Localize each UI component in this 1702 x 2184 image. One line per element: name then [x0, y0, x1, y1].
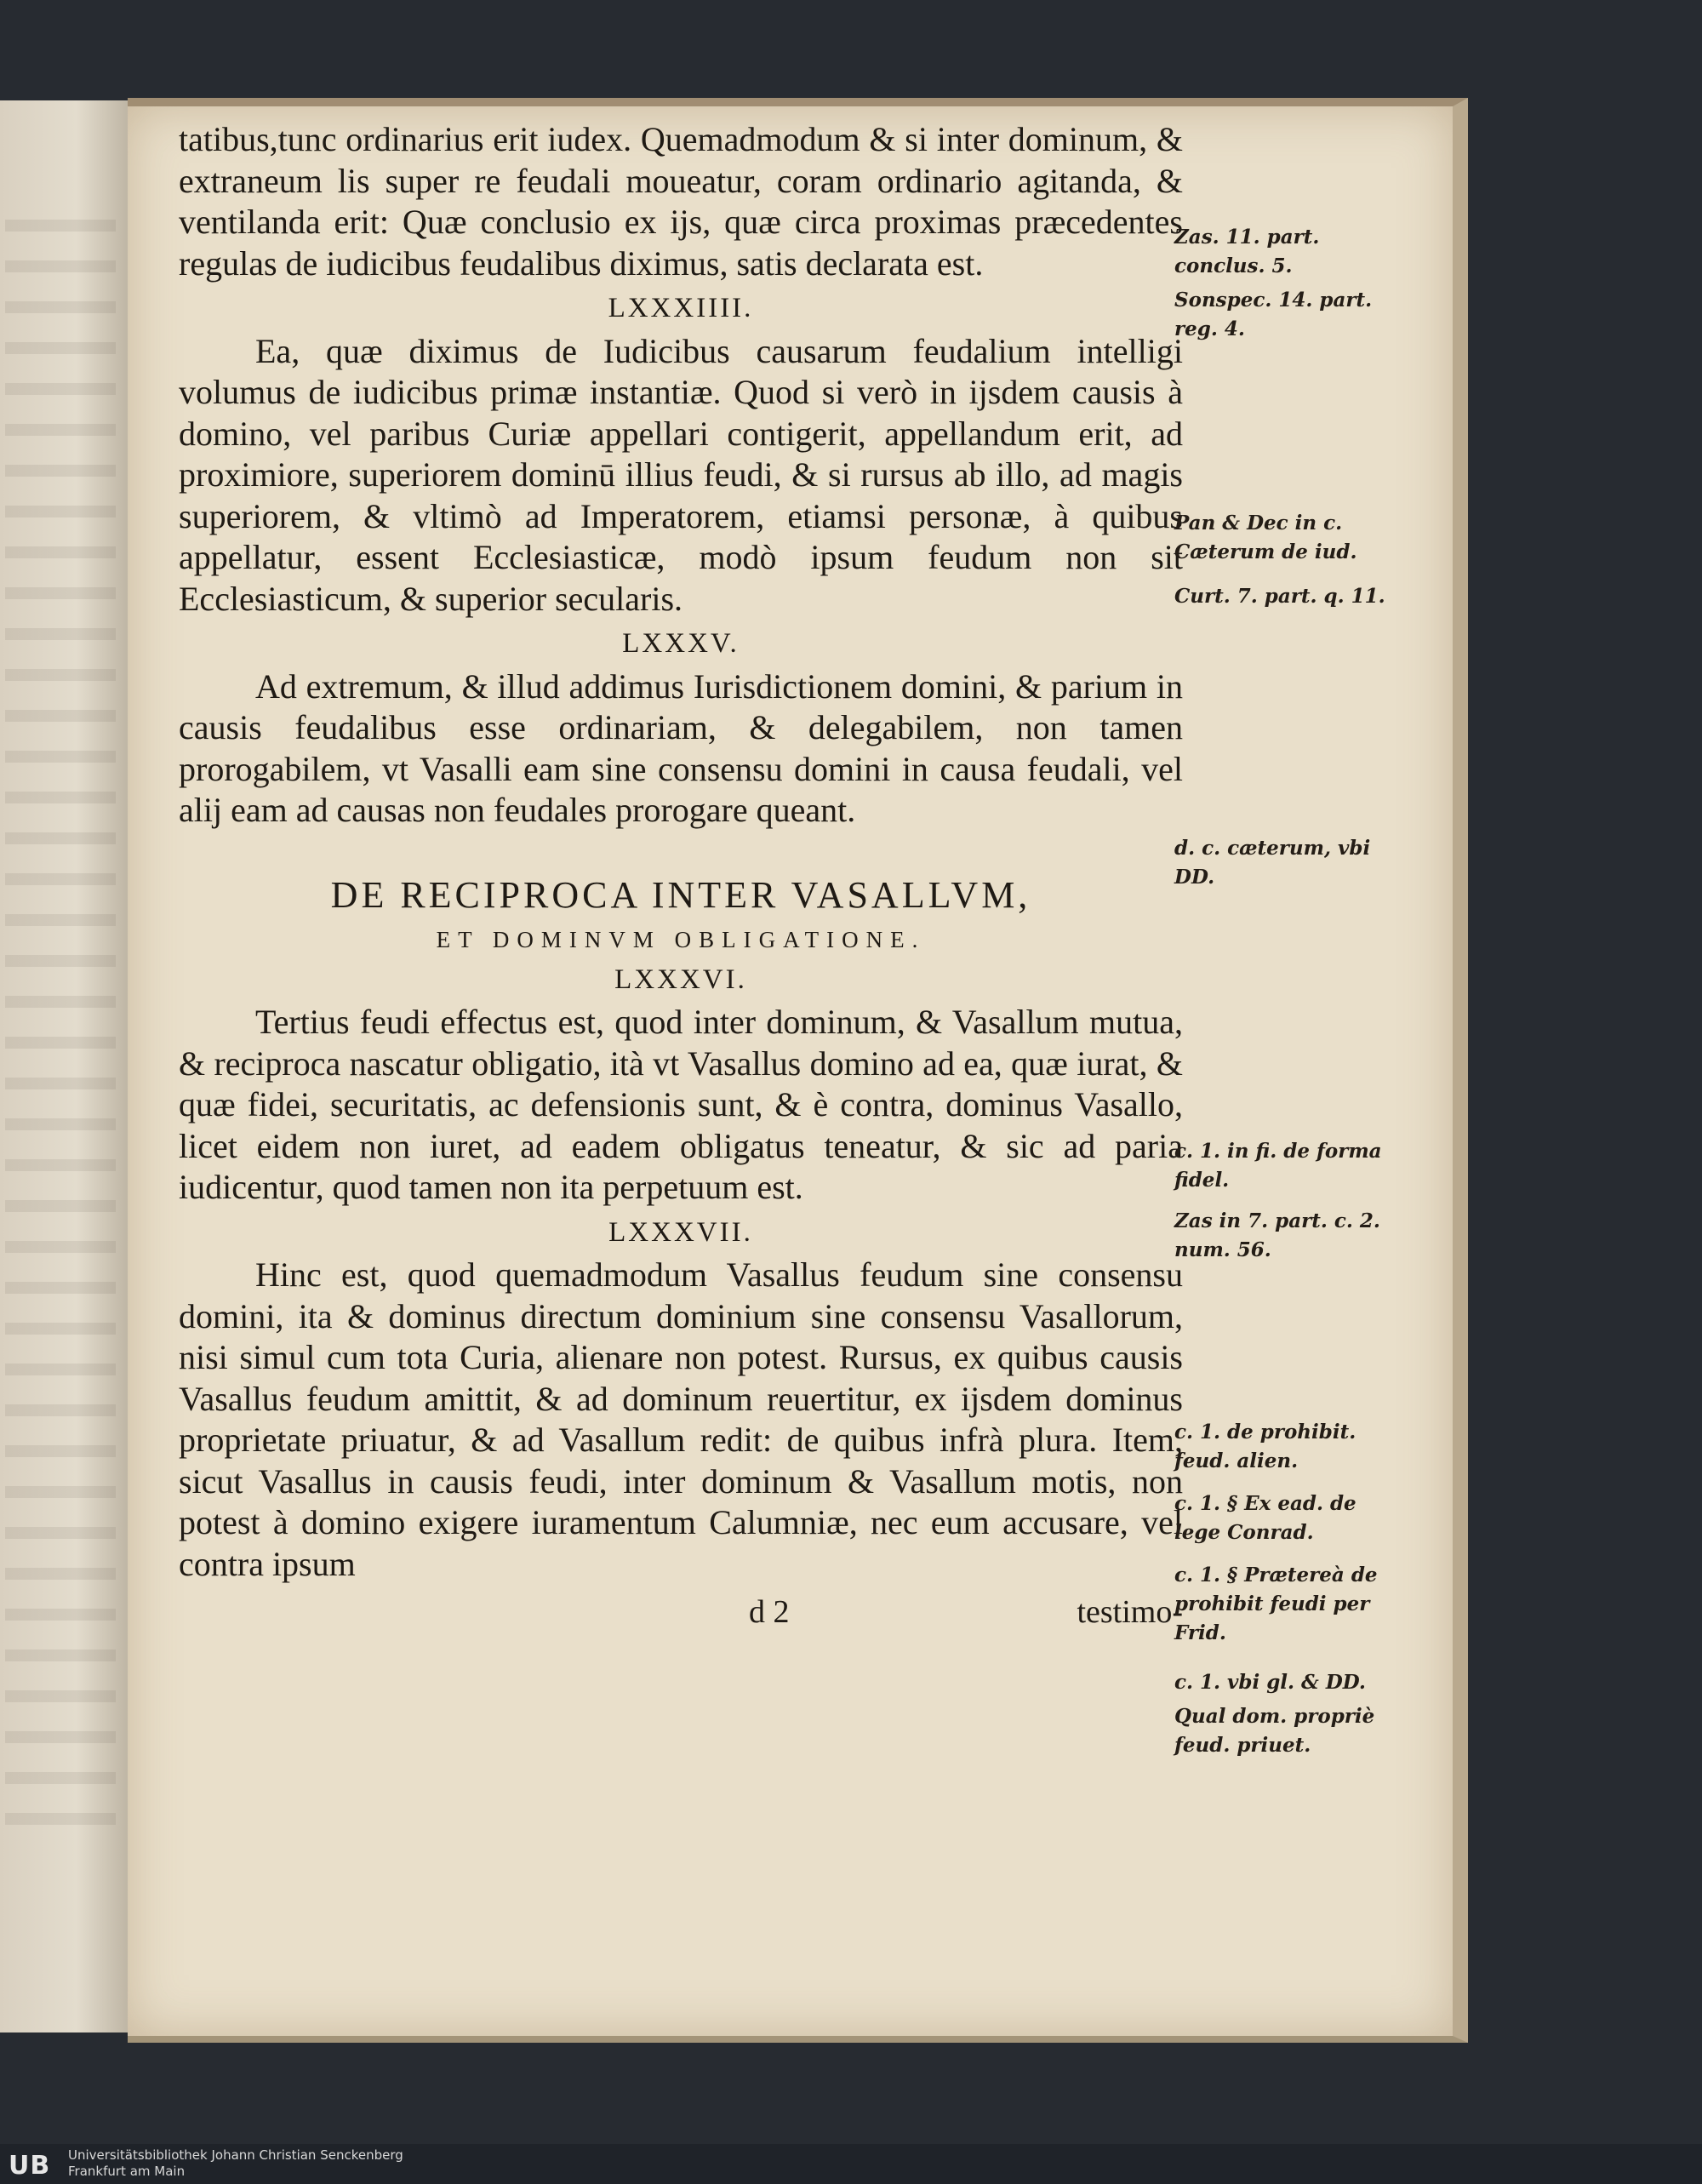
paragraph-85: Ad extremum, & illud addimus Iurisdictionem domini, & parium in causis feudalibus esse ordinariam, & delegabilem, non tamen prorogabilem, vt Vasalli eam sine consensu domini in causa feudali, vel alij eam ad causas non feudales prorogare queant.	[179, 666, 1183, 829]
paragraph-86: Tertius feudi effectus est, quod inter dominum, & Vasallum mutua, & reciproca nascatur obligatio, ità vt Vasallus domino ad ea, quæ iurat, & quæ fidei, securitatis, ac defensionis sunt, & è contra, dominus Vasallo, licet eidem non iuret, ad eadem obligatus teneatur, & sic ad paria iudicentur, quod tamen non ita perpetuum est.	[179, 1003, 1183, 1206]
chapter-subheading: ET DOMINVM OBLIGATIONE.	[436, 926, 926, 952]
margin-note-10: c. 1. § Prætereà de prohibit feudi per Frid.	[1174, 1564, 1378, 1644]
facing-page-edge	[0, 100, 129, 2032]
library-name	[68, 2147, 403, 2180]
paragraph-continuation: tatibus,tunc ordinarius erit iudex. Quemadmodum & si inter dominum, & extraneum lis super re feudali moueatur, coram ordinario agitanda, & ventilanda erit: Quæ conclusio ex ijs, quæ circa proximas præcedentes regulas de iudicibus feudalibus diximus, satis declarata est.	[179, 120, 1183, 283]
section-number-84: LXXXIIII.	[608, 293, 754, 323]
margin-note-8: c. 1. de prohibit. feud. alien.	[1174, 1421, 1356, 1472]
margin-note-3: Pan & Dec in c. Cæterum de iud.	[1174, 512, 1357, 563]
margin-note-6: c. 1. in fi. de forma fidel.	[1174, 1140, 1382, 1192]
margin-note-1: Zas. 11. part. conclus. 5.	[1174, 226, 1320, 277]
paragraph-84: Ea, quæ diximus de Iudicibus causarum feudalium intelligi volumus de iudicibus primæ instantiæ. Quod si verò in ijsdem causis à domino, vel paribus Curiæ appellari contigerit, appellandum erit, ad proximiore, superiorem dominū illius feudi, & si rursus ab illo, ad magis superiorem, & vltimò ad Imperatorem, etiamsi personæ, à quibus appellatur, essent Ecclesiasticæ, modò ipsum feudum non sit Ecclesiasticum, & superior secularis.	[179, 331, 1183, 618]
margin-note-11: c. 1. vbi gl. & DD.	[1174, 1671, 1366, 1694]
library-name-line2: Frankfurt am Main	[68, 2164, 186, 2179]
margin-note-9: c. 1. § Ex ead. de lege Conrad.	[1174, 1492, 1356, 1544]
page-foot-line	[179, 1590, 1183, 1638]
chapter-heading: DE RECIPROCA INTER VASALLVM,	[330, 873, 1031, 916]
section-number-86: LXXXVI.	[614, 963, 747, 995]
margin-note-2: Sonspec. 14. part. reg. 4.	[1174, 289, 1373, 340]
library-name-line1: Universitätsbibliothek Johann Christian Senckenberg	[68, 2147, 403, 2163]
margin-note-5: d. c. cæterum, vbi DD.	[1174, 837, 1371, 889]
margin-note-4: Curt. 7. part. q. 11.	[1174, 585, 1385, 608]
section-number-85: LXXXV.	[622, 628, 740, 659]
facing-page-bleed-through	[5, 220, 116, 1837]
section-number-87: LXXXVII.	[608, 1216, 753, 1248]
library-footer-bar	[0, 2144, 1702, 2184]
signature-mark: d 2	[749, 1594, 790, 1630]
margin-note-7: Zas in 7. part. c. 2. num. 56.	[1174, 1209, 1380, 1261]
margin-note-12: Qual dom. propriè feud. priuet.	[1174, 1705, 1375, 1757]
paragraph-87: Hinc est, quod quemadmodum Vasallus feudum sine consensu domini, ita & dominus directum dominium sine consensu Vasallorum, nisi simul cum tota Curia, alienare non potest. Rursus, ex quibus causis Vasallus feudum amittit, & ad dominum reuertitur, ex ijsdem dominus proprietate priuatur, & ad Vasallum redit: de quibus infrà plura. Item, sicut Vasallus in causis feudi, inter dominum & Vasallum motis, non potest à domino exigere iuramentum Calumniæ, nec eum accusare, vel contra ipsum	[179, 1255, 1183, 1583]
library-logo: UB	[9, 2151, 51, 2181]
main-text-column	[179, 119, 1183, 1638]
catchword: testimo-	[1077, 1594, 1183, 1630]
